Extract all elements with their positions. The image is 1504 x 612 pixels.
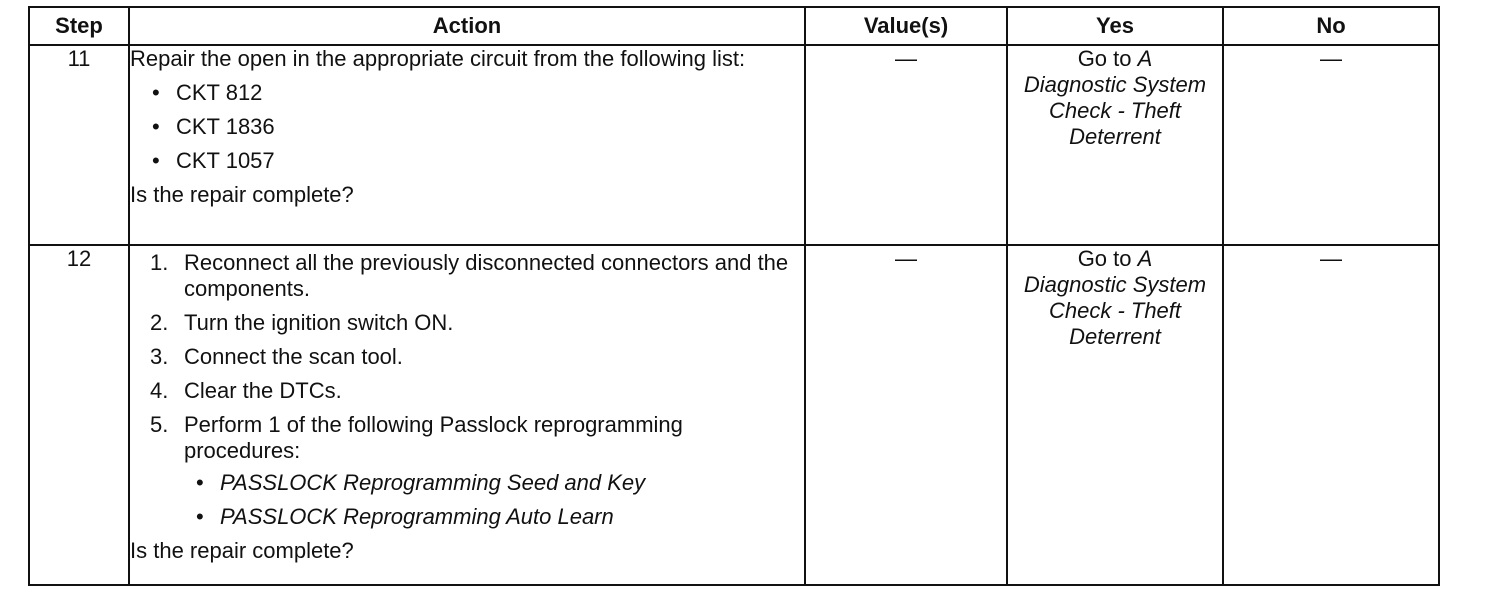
step-num: 1. — [150, 250, 169, 275]
step-num: 4. — [150, 378, 169, 403]
action-question: Is the repair complete? — [130, 538, 354, 563]
no-dash: — — [1320, 46, 1342, 71]
step-text: Connect the scan tool. — [184, 344, 403, 369]
link-passlock-seed-and-key[interactable]: • PASSLOCK Reprogramming Seed and Key — [184, 470, 804, 496]
action-question: Is the repair complete? — [130, 182, 354, 207]
step-text: Reconnect all the previously disconnected connectors and the components. — [184, 250, 789, 301]
header-no: No — [1223, 7, 1439, 45]
no-cell — [1223, 45, 1439, 245]
step-number: 12 — [29, 245, 129, 585]
value-dash: — — [895, 46, 917, 71]
header-action: Action — [129, 7, 805, 45]
value-cell — [805, 245, 1007, 585]
header-values: Value(s) — [805, 7, 1007, 45]
header-step: Step — [29, 7, 129, 45]
diagnostic-table — [28, 6, 1440, 586]
step-number: 11 — [29, 45, 129, 245]
step-num: 3. — [150, 344, 169, 369]
step-num: 5. — [150, 412, 169, 437]
list-item — [130, 310, 804, 336]
action-intro: Repair the open in the appropriate circuit from the following list: — [130, 46, 746, 71]
header-row — [29, 7, 1439, 45]
yes-link-a[interactable]: A — [1137, 246, 1153, 271]
yes-prefix: Go to — [1077, 46, 1138, 71]
yes-cell — [1007, 245, 1223, 585]
step-text: Perform 1 of the following Passlock reprogramming procedures: — [184, 412, 683, 463]
step-num: 2. — [150, 310, 169, 335]
table-row-step-11 — [29, 45, 1439, 245]
list-item: • CKT 812 — [130, 80, 804, 106]
list-item: • CKT 1057 — [130, 148, 804, 174]
yes-cell — [1007, 45, 1223, 245]
step-text: Clear the DTCs. — [184, 378, 342, 403]
yes-link-diagnostic-system-check[interactable]: Diagnostic System Check - Theft Deterrent — [1023, 72, 1207, 149]
no-cell — [1223, 245, 1439, 585]
list-item — [130, 250, 804, 302]
list-item — [130, 344, 804, 370]
procedure-steps — [130, 250, 804, 530]
yes-link-a[interactable]: A — [1137, 46, 1153, 71]
link-passlock-auto-learn[interactable]: • PASSLOCK Reprogramming Auto Learn — [184, 504, 804, 530]
yes-link-diagnostic-system-check[interactable]: Diagnostic System Check - Theft Deterrent — [1023, 272, 1207, 349]
circuit-list — [130, 80, 804, 174]
action-cell — [129, 45, 805, 245]
list-item — [130, 412, 804, 530]
no-dash: — — [1320, 246, 1342, 271]
yes-prefix: Go to — [1077, 246, 1138, 271]
step-text: Turn the ignition switch ON. — [184, 310, 454, 335]
reprogramming-procedures — [184, 470, 804, 530]
table-row-step-12 — [29, 245, 1439, 585]
list-item — [130, 378, 804, 404]
value-cell — [805, 45, 1007, 245]
value-dash: — — [895, 246, 917, 271]
action-cell — [129, 245, 805, 585]
list-item: • CKT 1836 — [130, 114, 804, 140]
header-yes: Yes — [1007, 7, 1223, 45]
